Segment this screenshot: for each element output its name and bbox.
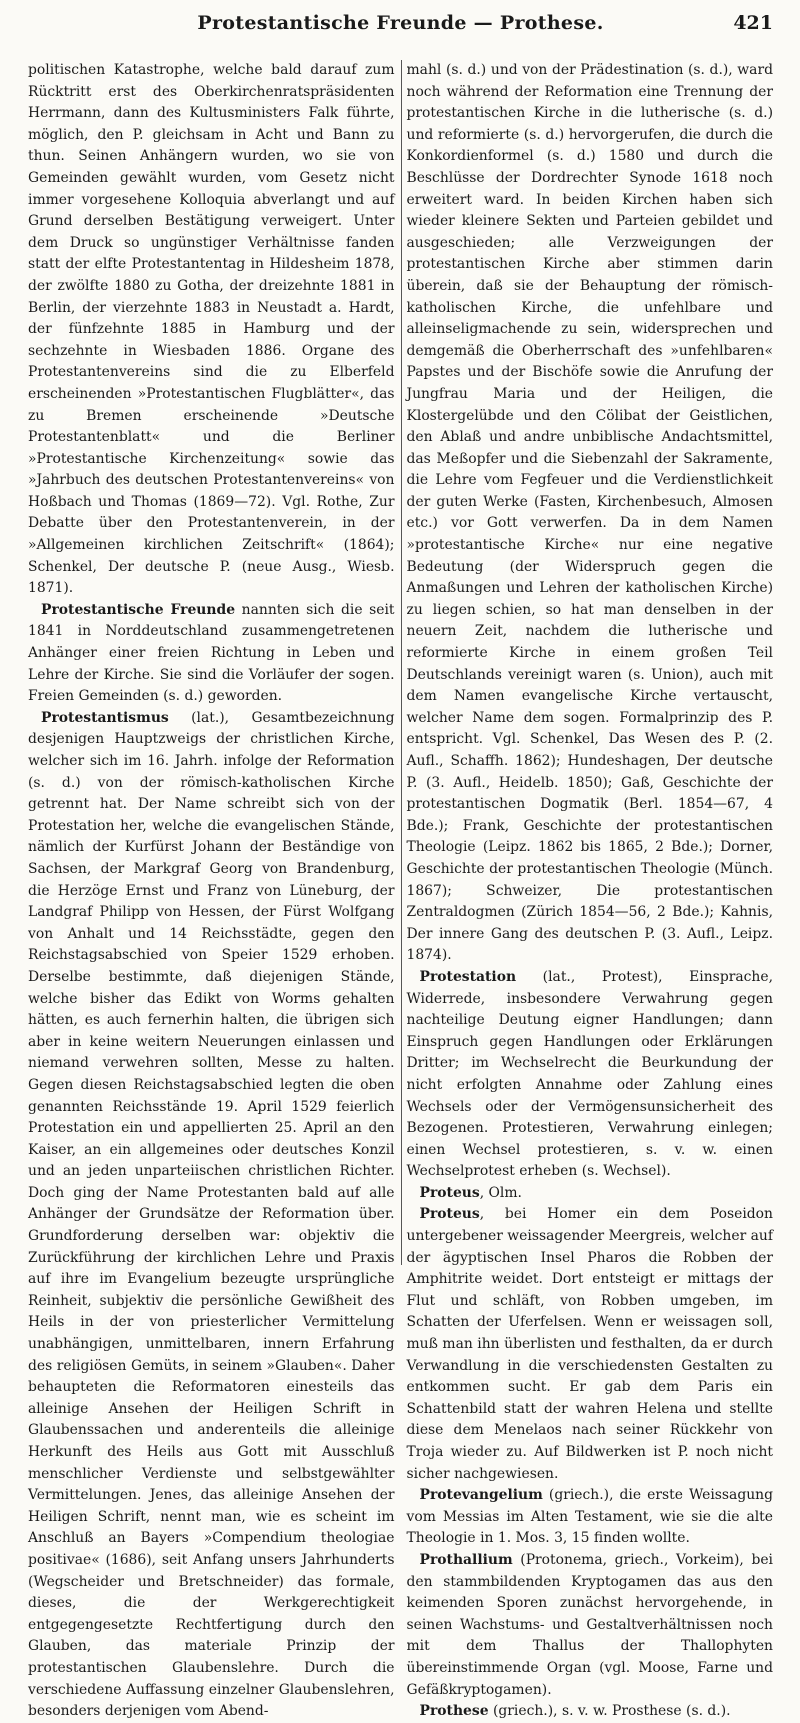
running-head: Protestantische Freunde — Prothese. [197, 12, 604, 34]
right-column [406, 60, 774, 1720]
entry-proteus-olm [407, 1183, 774, 1205]
entry-lemma: Proteus [419, 1184, 480, 1201]
entry-lemma: Proteus [419, 1206, 480, 1223]
paragraph-continued: mahl (s. d.) und von der Prädestination (s. d.), ward noch während der Reformation eine Trennung der protestantischen Kirche in die lutherische (s. d.) und reformierte (s. d.) hervorgerufen, die durch die Konkordienformel (s. d.) 1580 und durch die Beschlüsse der Dordrechter Synode 1618 noch erweitert ward. In beiden Kirchen haben sich wieder kleinere Sekten und Parteien gebildet und ausgeschieden; alle Verzweigungen der protestantischen Kirche aber stimmen darin überein, daß sie der Behauptung der römisch-katholischen Kirche, die unfehlbare und alleinseligmachende zu sein, widersprechen und demgemäß die Oberherrschaft des »unfehlbaren« Papstes und der Bischöfe sowie die Anrufung der Jungfrau Maria und der Heiligen, die Klostergelübde und den Cölibat der Geistlichen, den Ablaß und andre unbiblische Andachtsmittel, das Meßopfer und die Siebenzahl der Sakramente, die Lehre vom Fegfeuer und die Verdienstlichkeit der guten Werke (Fasten, Kirchenbesuch, Almosen etc.) vor Gott verwerfen. Da in dem Namen »protestantische Kirche« nur eine negative Bedeutung (der Widerspruch gegen die Anmaßungen und Lehren der katholischen Kirche) zu liegen schien, so hat man denselben in der neuern Zeit, nachdem die lutherische und reformierte Kirche in einem großen Teil Deutschlands vereinigt waren (s. Union), auch mit dem Namen evangelische Kirche vertauscht, welcher Name dem sogen. Formalprinzip des P. entspricht. Vgl. Schenkel, Das Wesen des P. (2. Aufl., Schaffh. 1862); Hundeshagen, Der deutsche P. (3. Aufl., Heidelb. 1850); Gaß, Geschichte der protestantischen Dogmatik (Berl. 1854—67, 4 Bde.); Frank, Geschichte der protestantischen Theologie (Leipz. 1862 bis 1865, 2 Bde.); Dorner, Geschichte der protestantischen Theologie (Münch. 1867); Schweizer, Die protestantischen Zentraldogmen (Zürich 1854—56, 2 Bde.); Kahnis, Der innere Gang des deutschen P. (3. Aufl., Leipz. 1874). [406, 62, 773, 964]
entry-lemma: Protevangelium [419, 1487, 543, 1504]
entry-protestantismus [28, 708, 395, 1723]
entry-lemma: Prothallium [419, 1551, 513, 1568]
entry-lemma: Prothese [419, 1703, 489, 1720]
entry-text: (griech.), die erste Weissagung vom Messias im Alten Testament, wie sie die alte Theologie in 1. Mos. 3, 15 finden wollte. [406, 1487, 773, 1547]
text-columns [28, 60, 773, 1720]
entry-text: (lat.), Gesamtbezeichnung desjenigen Hauptzweigs der christlichen Kirche, welcher sich im 16. Jahrh. infolge der Reformation (s. d.) von der römisch-katholischen Kirche getrennt hat. Der Name schreibt sich von der Protestation her, welche die evangelischen Stände, nämlich der Kurfürst Johann der Beständige von Sachsen, der Markgraf Georg von Brandenburg, die Herzöge Ernst und Franz von Lüneburg, der Landgraf Philipp von Hessen, der Fürst Wolfgang von Anhalt und 14 Reichsstädte, gegen den Reichstagsabschied von Speier 1529 erhoben. Derselbe bestimmte, daß diejenigen Stände, welche bisher das Edikt von Worms gehalten hätten, es auch fernerhin halten, die übrigen sich aber in keine weitern Neuerungen einlassen und niemand verwehren sollten, Messe zu halten. Gegen diesen Reichstagsabschied legten die oben genannten Reichsstände 19. April 1529 feierlich Protestation ein und appellierten 25. April an den Kaiser, an ein allgemeines oder deutsches Konzil und an jeden unparteiischen christlichen Richter. Doch ging der Name Protestanten bald auf alle Anhänger der Grundsätze der Reformation über. Grundforderung derselben war: objektiv die Zurückführung der kirchlichen Lehre und Praxis auf ihre im Evangelium bezeugte ursprüngliche Reinheit, subjektiv die persönliche Gewißheit des Heils in der von priesterlicher Vermittelung unabhängigen, unmittelbaren, innern Erfahrung des religiösen Gemüts, in seinem »Glauben«. Daher behaupteten die Reformatoren einesteils das alleinige Ansehen der Heiligen Schrift in Glaubenssachen und anderenteils die alleinige Herkunft des Heils aus Gott mit Ausschluß menschlicher Verdienste und selbstgewählter Vermittelungen. Jenes, das alleinige Ansehen der Heiligen Schrift, nennt man, wie es scheint im Anschluß an Bayers »Compendium theologiae positivae« (1686), seit Anfang unsers Jahrhunderts (Wegscheider und Bretschneider) das formale, dieses, die der Werkgerechtigkeit entgegengesetzte Rechtfertigung durch den Glauben, das materiale Prinzip der protestantischen Glaubenslehre. Durch die verschiedene Auffassung einzelner Glaubenslehren, besonders derjenigen vom Abend- [28, 709, 395, 1720]
entry-lemma: Protestantismus [41, 709, 169, 726]
entry-protestation [407, 967, 774, 1183]
entry-prothallium [407, 1550, 774, 1701]
page-number: 421 [733, 12, 773, 34]
entry-text: (lat., Protest), Einsprache, Widerrede, insbesondere Verwahrung gegen nachteilige Deutung eigner Handlungen; dann Einspruch gegen Handlungen oder Erklärungen Dritter; im Wechselrecht die Beurkundung der nicht erfolgten Annahme oder Zahlung eines Wechsels oder der Vermögensunsicherheit des Bezogenen. Protestieren, Verwahrung einlegen; einen Wechsel protestieren, s. v. w. einen Wechselprotest erheben (s. Wechsel). [406, 968, 773, 1180]
entry-prothese [407, 1701, 774, 1723]
entry-text: nannten sich die seit 1841 in Norddeutschland zusammengetretenen Anhänger einer freien Richtung in Leben und Lehre der Kirche. Sie sind die Vorläufer der sogen. Freien Gemeinden (s. d.) geworden. [28, 601, 395, 705]
paragraph-continued: politischen Katastrophe, welche bald darauf zum Rücktritt erst des Oberkirchenratspräsidenten Herrmann, dann des Kultusministers Falk führte, möglich, den P. gleichsam in Acht und Bann zu thun. Seinen Anhängern wurden, wo sie von Gemeinden gewählt wurden, vom Gesetz nicht immer vorgesehene Kolloquia abverlangt und auf Grund derselben Bestätigung verweigert. Unter dem Druck so ungünstiger Verhältnisse fanden statt der elfte Protestantentag in Hildesheim 1878, der zwölfte 1880 zu Gotha, der dreizehnte 1881 in Berlin, der vierzehnte 1883 in Neustadt a. Hardt, der fünfzehnte 1885 in Hamburg und der sechzehnte in Wiesbaden 1886. Organe des Protestantenvereins sind die zu Elberfeld erscheinenden »Protestantischen Flugblätter«, das zu Bremen erscheinende »Deutsche Protestantenblatt« und die Berliner »Protestantische Kirchenzeitung« sowie das »Jahrbuch des deutschen Protestantenvereins« von Hoßbach und Thomas (1869—72). Vgl. Rothe, Zur Debatte über den Protestantenverein, in der »Allgemeinen kirchlichen Zeitschrift« (1864); Schenkel, Der deutsche P. (neue Ausg., Wiesb. 1871). [28, 62, 395, 597]
entry-text: , bei Homer ein dem Poseidon untergebener weissagender Meergreis, welcher auf der ägyptischen Insel Pharos die Robben der Amphitrite weidet. Dort entsteigt er mittags der Flut und schläft, von Robben umgeben, im Schatten der Uferfelsen. Wenn er weissagen soll, muß man ihn überlisten und festhalten, da er durch Verwandlung in die verschiedensten Gestalten zu entkommen sucht. Er gab dem Paris ein Schattenbild statt der wahren Helena und stellte diese dem Menelaos nach seiner Rückkehr von Troja wieder zu. Auf Bildwerken ist P. noch nicht sicher nachgewiesen. [406, 1206, 773, 1482]
entry-protevangelium [407, 1485, 774, 1550]
entry-proteus [407, 1204, 774, 1485]
left-column [28, 60, 395, 1720]
entry-lemma: Protestation [419, 968, 517, 985]
entry-text: (Protonema, griech., Vorkeim), bei den stammbildenden Kryptogamen das aus den keimenden Sporen zunächst hervorgehende, in seinen Wachstums- und Gestaltverhältnissen noch mit dem Thallus der Thallophyten übereinstimmende Organ (vgl. Moose, Farne und Gefäßkryptogamen). [406, 1551, 773, 1698]
entry-text: (griech.), s. v. w. Prosthese (s. d.). [488, 1703, 731, 1720]
page-header [28, 6, 773, 46]
entry-protestantische-freunde [28, 600, 395, 708]
entry-text: , Olm. [479, 1184, 522, 1201]
entry-lemma: Protestantische Freunde [41, 601, 236, 618]
